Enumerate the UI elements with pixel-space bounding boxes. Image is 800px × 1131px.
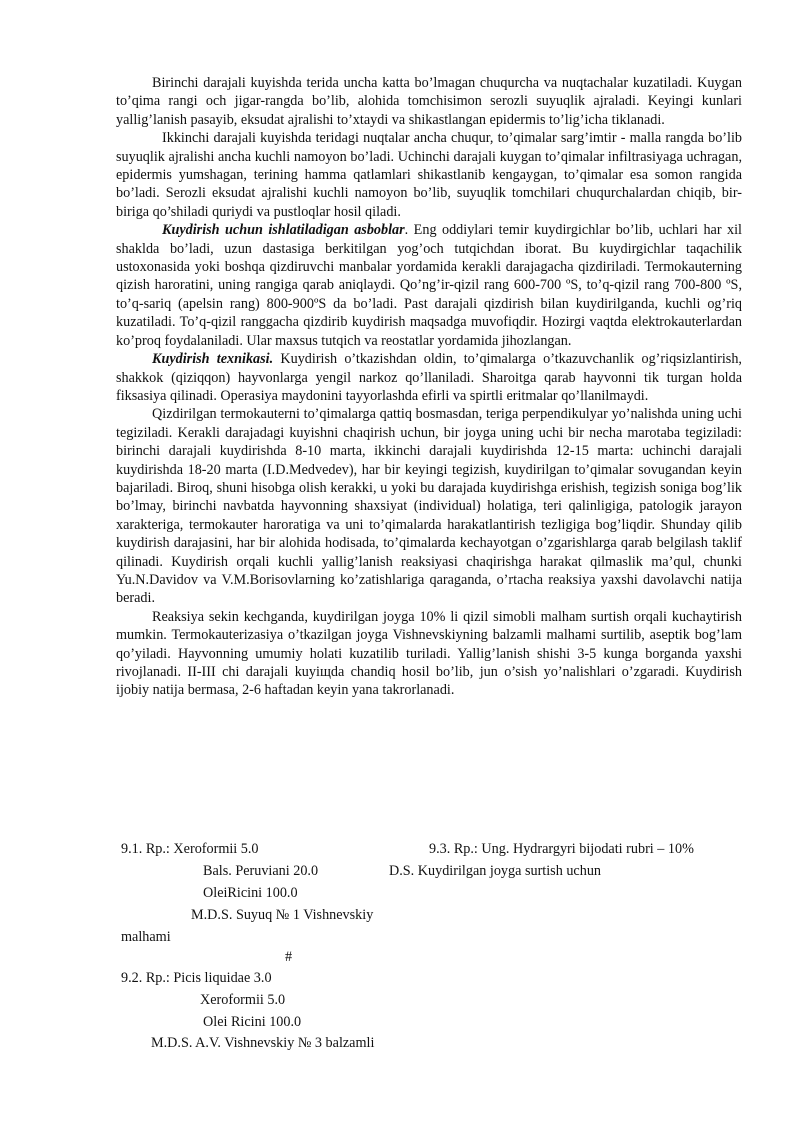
recipe-9-2-ingredient: Xeroformii 5.0 <box>200 992 286 1008</box>
heading-cautery-instruments: Kuydirish uchun ishlatiladigan asboblar <box>162 222 405 239</box>
text-cautery-instruments: . Eng oddiylari temir kuydirgichlar bo’lib, uchlari har xil shaklda bo’ladi, uzun dastasiga berkitilgan yog’och tutqichdan iborat. Bu kuydirgichlar taqachilik ustoxonasida yoki boshqa qizdiruvchi manbalar yordamida kerakli darajagacha qizdiriladi. Termokauterning qizish haroratini, uning rangiga qarab aniqlaydi. Qo’ng’ir-qizil rang 600-700 ºS, to’q-qizil rang 700-800 ºS, to’q-sariq (apelsin rang) 800-900ºS da bo’ladi. Past darajali qizdirish bilan kuydirilganda, kuchli og’riq kuzatiladi. To’q-qizil ranggacha qizdirib kuydirish maqsadga muvofiqdir. Hozirgi vaqtda elektrokauterlardan ko’proq foydalaniladi. Ular maxsus tutqich va reostatlar yordamida jihozlangan. <box>116 222 742 349</box>
recipe-9-2-heading: 9.2. Rp.: Picis liquidae 3.0 <box>121 970 272 986</box>
heading-cautery-technique: Kuydirish texnikasi. <box>152 351 274 368</box>
recipe-9-1-instruction-continued: malhami <box>121 929 171 945</box>
recipe-9-1-ingredient: OleiRicini 100.0 <box>203 885 298 901</box>
recipe-9-3-instruction: D.S. Kuydirilgan joyga surtish uchun <box>389 863 602 879</box>
recipe-9-2-instruction: M.D.S. A.V. Vishnevskiy № 3 balzamli <box>151 1035 375 1051</box>
recipe-9-1-heading: 9.1. Rp.: Xeroformii 5.0 <box>121 841 259 857</box>
text-cautery-technique: Kuydirish o’tkazishdan oldin, to’qimalarga o’tkazuvchanlik og’riqsizlantirish, shakkok (qiziqqon) hayvonlarga yengil narkoz qo’llaniladi. Sharoitga qarab hayvonni tik turgan holda fiksasiya qilinadi. Operasiya maydonini tayyorlashda efirli va spirtli eritmalar qo’llanilmaydi. <box>116 351 742 404</box>
recipe-9-2-ingredient: Olei Ricini 100.0 <box>203 1014 302 1030</box>
paragraph-thermocautery-application: Qizdirilgan termokauterni to’qimalarga qattiq bosmasdan, teriga perpendikulyar yo’nalishda uning uchi tegiziladi. Kerakli darajadagi kuyishni chaqirish uchun, bir joyga uning uchi bir necha marotaba tegiziladi: birinchi darajali kuydirishda 8-10 marta, ikkinchi darajali kuydirishda 12-15 marta: uchinchi darajali kuydirishda 18-20 marta (I.D.Medvedev), har bir keyingi tegizish, kuydirilgan to’qimalar sovugandan keyin bajariladi. Biroq, shuni hisobga olish kerakki, u yoki bu darajada kuydirishga erishish, tegizish soniga bog’lik bo’lmay, birinchi navbatda hayvonning shaxsiyat (individual) holatiga, teri qalinligiga, patologik jarayon xarakteriga, termokauter haroratiga va uni to’qimalarda harakatlantirish tezligiga bog’liqdir. Shunday qilib kuydirish darajasini, har bir alohida hodisada, to’qimalarda kechayotgan o’zgarishlarga qarab belgilash taklif qilinadi. Kuydirish orqali kuchli yallig’lanish reaksiyasi chaqirishga harakat qilmaslik ma’qul, chunki Yu.N.Davidov va V.M.Borisovlarning ko’zatishlariga qaraganda, o’rtacha reaksiya yaxshi davolavchi natija beradi. <box>116 406 742 607</box>
recipe-9-3-heading: 9.3. Rp.: Ung. Hydrargyri bijodati rubri – 10% <box>429 841 694 857</box>
recipe-9-1-instruction: M.D.S. Suyuq № 1 Vishnevskiy <box>191 907 374 923</box>
paragraph-reaction-treatment: Reaksiya sekin kechganda, kuydirilgan joyga 10% li qizil simobli malham surtish orqali kuchaytirish mumkin. Termokauterizasiya o’tkazilgan joyga Vishnevskiyning balzamli malhami surtilib, aseptik bog’lam qo’yiladi. Hayvonning umumiy holati kuzatilib turiladi. Yallig’lanish shishi 3-5 kunga borganda yaxshi rivojlanadi. II-III chi darajali kuyiщda chandiq hosil bo’lib, jun o’sish yo’nalishlari o’zgaradi. Kuydirish ijobiy natija bermasa, 2-6 haftadan keyin yana takrorlanadi. <box>116 608 742 699</box>
separator-mark: # <box>285 949 293 965</box>
paragraph-first-degree-burn: Birinchi darajali kuyishda terida uncha katta bo’lmagan chuqurcha va nuqtachalar kuzatiladi. Kuygan to’qima rangi och jigar-rangda bo’lib, alohida tomchisimon serozli suyuqlik ajraladi. Keyingi kunlari yallig’lanish pasayib, eksudat ajralishi to’xtaydi va shikastlangan epidermis to’lig’icha tiklanadi. <box>116 75 742 128</box>
paragraph-second-third-degree-burn: Ikkinchi darajali kuyishda teridagi nuqtalar ancha chuqur, to’qimalar sarg’imtir - malla rangda bo’lib suyuqlik ajralishi ancha kuchli namoyon bo’ladi. Uchinchi darajali kuygan to’qimalar infiltrasiyaga uchragan, epidermis yumshagan, terining hamma qatlamlari shikastlanib kengaygan, to’qimalar esa somon rangida bo’ladi. Serozli eksudat ajralishi kuchli namoyon bo’lib, suyuqlik tomchilari chuqurchalardan chiqib, bir-biriga qo’shiladi quriydi va pustloqlar hosil qiladi. <box>116 130 742 220</box>
recipe-9-1-ingredient: Bals. Peruviani 20.0 <box>203 863 319 879</box>
